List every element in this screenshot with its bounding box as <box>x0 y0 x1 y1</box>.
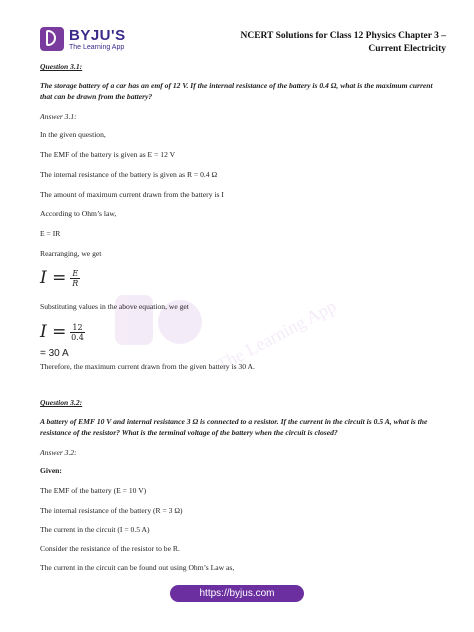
answer-3-2-line: The EMF of the battery (E = 10 V) <box>40 486 147 495</box>
answer-3-1-conclusion: Therefore, the maximum current drawn from the given battery is 30 A. <box>40 362 255 371</box>
question-3-1-text: The storage battery of a car has an emf of 12 V. If the internal resistance of the battery is 0.4 Ω, what is the maximum current that can be drawn from the battery? <box>40 81 433 101</box>
byjus-logo <box>40 26 126 52</box>
answer-3-2-line: The internal resistance of the battery (R = 3 Ω) <box>40 506 183 515</box>
question-3-2-text: A battery of EMF 10 V and internal resistance 3 Ω is connected to a resistor. If the current in the circuit is 0.5 A, what is the resistance of the resistor? What is the terminal voltage of the battery when the circuit is closed? <box>40 417 428 437</box>
footer-url-link[interactable]: https://byjus.com <box>170 585 304 602</box>
title-line-2: Current Electricity <box>368 44 446 54</box>
answer-3-2-heading: Answer 3.2: <box>40 448 77 457</box>
answer-3-2-line: The current in the circuit can be found out using Ohm’s Law as, <box>40 563 235 572</box>
formula-denominator: R <box>72 278 79 288</box>
answer-3-2-line: Consider the resistance of the resistor to be R. <box>40 544 180 553</box>
formula-denominator: 0.4 <box>71 332 84 342</box>
given-label: Given: <box>40 466 62 475</box>
watermark-text: The Learning App <box>213 295 340 376</box>
formula-lhs: I = <box>40 268 67 288</box>
formula-lhs: I = <box>40 322 67 342</box>
answer-3-1-line: Rearranging, we get <box>40 249 102 258</box>
question-3-2-heading: Question 3.2: <box>40 398 83 407</box>
title-line-1: NCERT Solutions for Class 12 Physics Chapter 3 – <box>240 31 446 41</box>
answer-3-1-substitution: Substituting values in the above equation, we get <box>40 302 189 311</box>
document-title <box>240 30 446 56</box>
answer-3-1-line: According to Ohm’s law, <box>40 209 117 218</box>
formula-i-equals-e-over-r <box>40 268 80 288</box>
brand-name: BYJU'S <box>69 26 126 44</box>
formula-result: = 30 A <box>40 348 69 359</box>
byjus-b-icon <box>40 27 64 51</box>
answer-3-1-heading: Answer 3.1: <box>40 112 77 121</box>
brand-tagline: The Learning App <box>69 43 125 51</box>
answer-3-2-line: The current in the circuit (I = 0.5 A) <box>40 525 150 534</box>
answer-3-1-line: In the given question, <box>40 130 106 139</box>
answer-3-1-line: The EMF of the battery is given as E = 12 V <box>40 150 176 159</box>
formula-numerator: E <box>72 268 79 278</box>
answer-3-1-line: The amount of maximum current drawn from the battery is I <box>40 190 224 199</box>
formula-numerator: 12 <box>72 322 83 332</box>
formula-i-equals-12-over-0-4 <box>40 322 85 342</box>
answer-3-1-line: The internal resistance of the battery is given as R = 0.4 Ω <box>40 170 218 179</box>
question-3-1-heading: Question 3.1: <box>40 62 83 71</box>
answer-3-1-line: E = IR <box>40 229 61 238</box>
